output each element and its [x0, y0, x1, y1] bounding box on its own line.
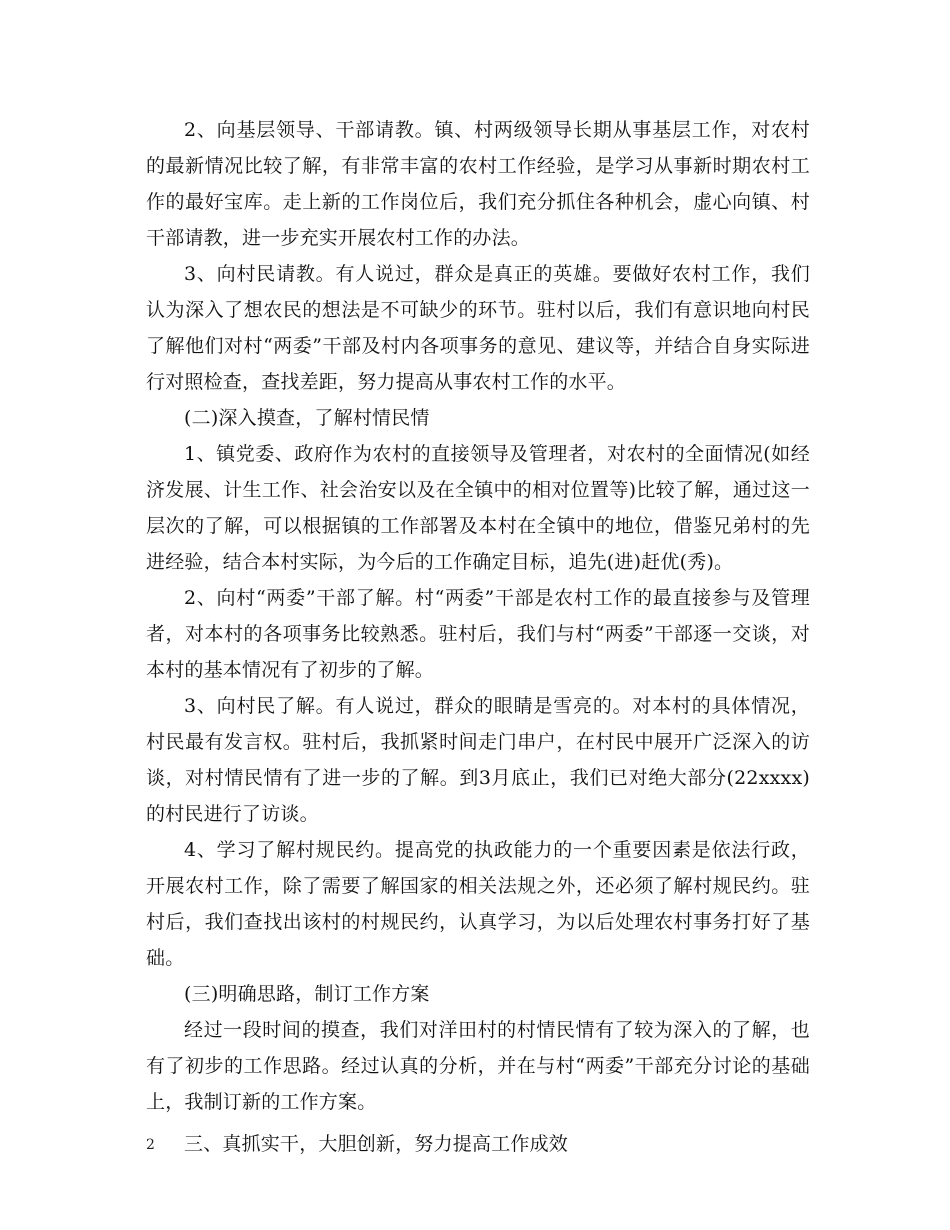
paragraph-consult-leaders: 2、向基层领导、干部请教。镇、村两级领导长期从事基层工作，对农村的最新情况比较了解，有非常丰富的农村工作经验，是学习从事新时期农村工作的最好宝库。走上新的工作岗位后，我们充分抓住各种机会，虚心向镇、村干部请教，进一步充实开展农村工作的办法。 — [146, 119, 810, 249]
paragraph-village-rules: 4、学习了解村规民约。提高党的执政能力的一个重要因素是依法行政，开展农村工作，除了需要了解国家的相关法规之外，还必须了解村规民约。驻村后，我们查找出该村的村规民约，认真学习，为以后处理农村事务打好了基础。 — [146, 839, 810, 969]
paragraph-work-plan: 经过一段时间的摸查，我们对洋田村的村情民情有了较为深入的了解，也有了初步的工作思路。经过认真的分析，并在与村“两委”干部充分讨论的基础上，我制订新的工作方案。 — [146, 1019, 810, 1113]
page-number: 2 — [146, 1137, 155, 1153]
paragraph-consult-villagers: 3、向村民请教。有人说过，群众是真正的英雄。要做好农村工作，我们认为深入了想农民的想法是不可缺少的环节。驻村以后，我们有意识地向村民了解他们对村“两委”干部及村内各项事务的意见、建议等，并结合自身实际进行对照检查，查找差距，努力提高从事农村工作的水平。 — [146, 263, 810, 393]
section-heading-work-plan: (三)明确思路，制订工作方案 — [184, 983, 430, 1005]
section-heading-investigation: (二)深入摸查，了解村情民情 — [184, 407, 430, 429]
document-body — [146, 112, 810, 1162]
paragraph-town-party-committee: 1、镇党委、政府作为农村的直接领导及管理者，对农村的全面情况(如经济发展、计生工作、社会治安以及在全镇中的相对位置等)比较了解，通过这一层次的了解，可以根据镇的工作部署及本村在全镇中的地位，借鉴兄弟村的先进经验，结合本村实际，为今后的工作确定目标，追先(进)赶优(秀)。 — [146, 443, 810, 573]
section-heading-effectiveness: 三、真抓实干，大胆创新，努力提高工作成效 — [184, 1133, 569, 1155]
paragraph-village-committees: 2、向村“两委”干部了解。村“两委”干部是农村工作的最直接参与及管理者，对本村的各项事务比较熟悉。驻村后，我们与村“两委”干部逐一交谈，对本村的基本情况有了初步的了解。 — [146, 587, 810, 681]
paragraph-villagers-understanding: 3、向村民了解。有人说过，群众的眼睛是雪亮的。对本村的具体情况，村民最有发言权。驻村后，我抓紧时间走门串户，在村民中展开广泛深入的访谈，对村情民情有了进一步的了解。到3月底止，我们已对绝大部分(22xxxx)的村民进行了访谈。 — [146, 695, 810, 825]
